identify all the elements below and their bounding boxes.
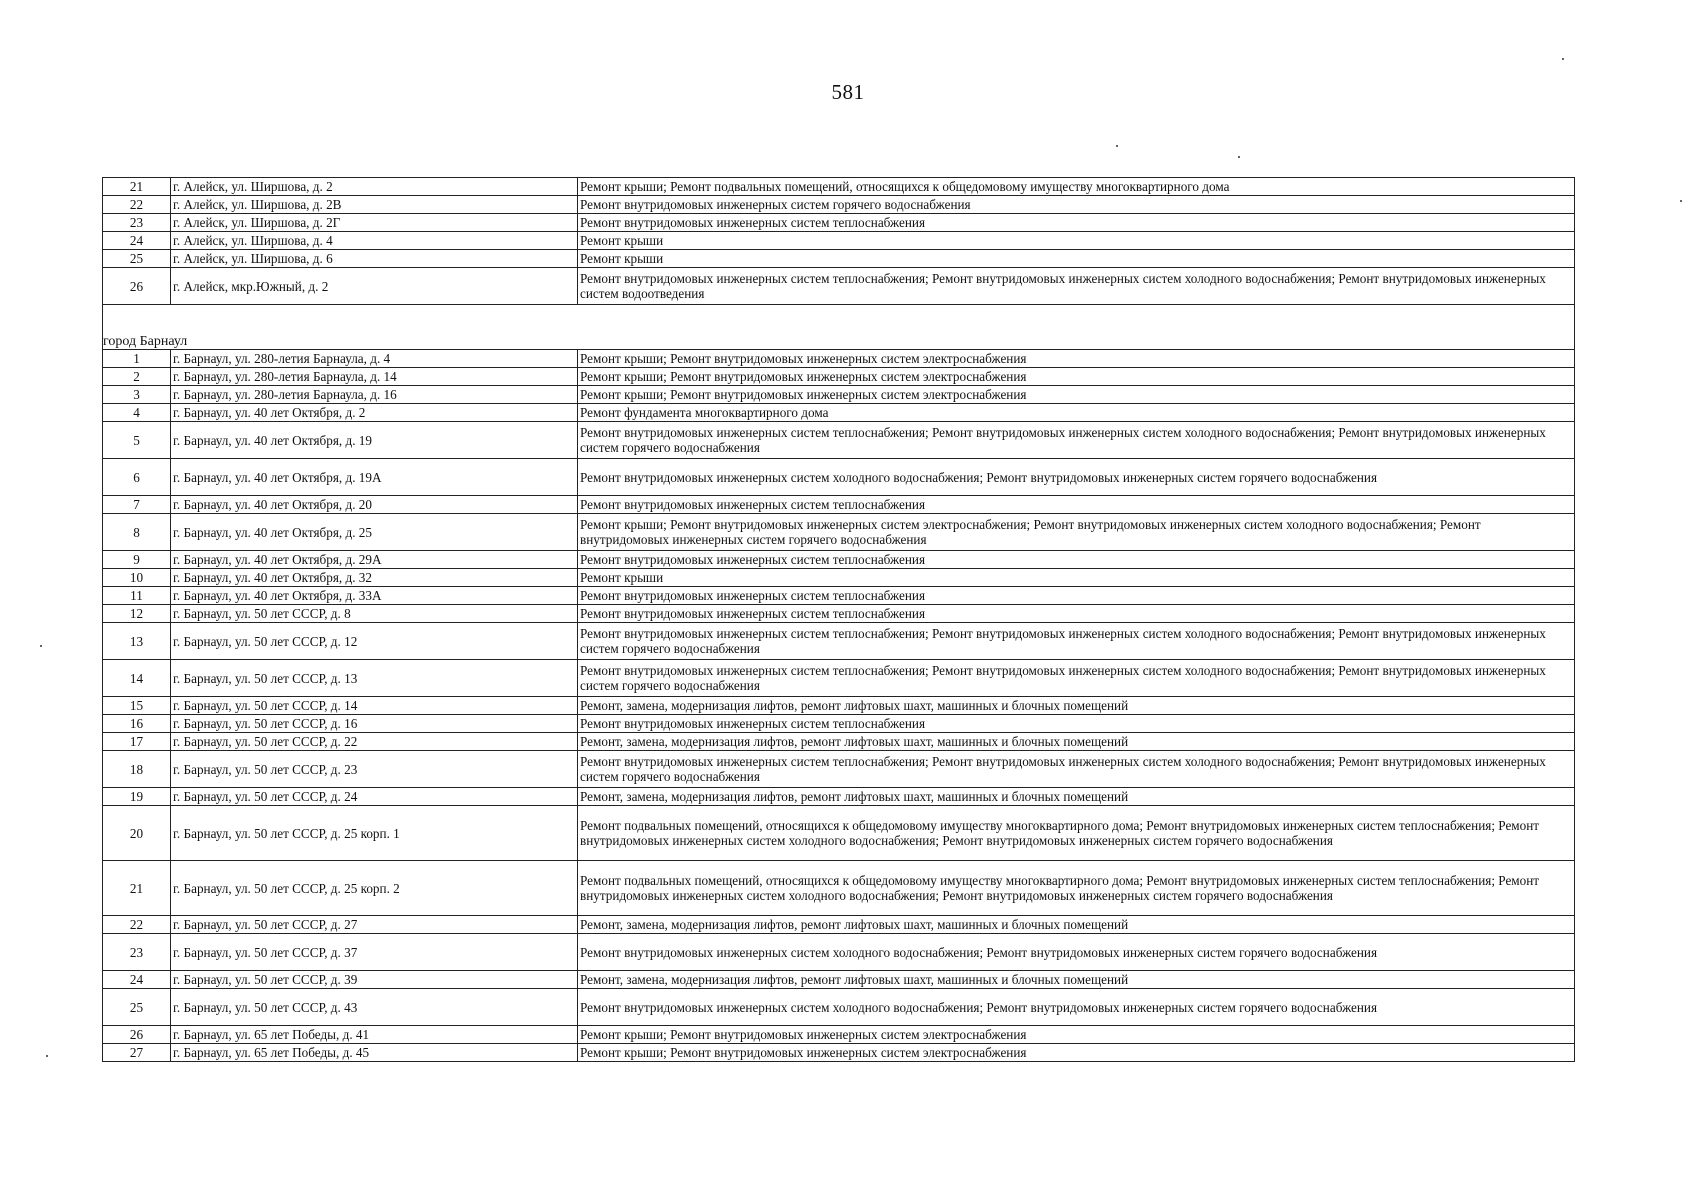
row-work-type: Ремонт крыши; Ремонт внутридомовых инженерных систем электроснабжения xyxy=(578,368,1575,386)
table-row xyxy=(103,861,1575,916)
table-row xyxy=(103,386,1575,404)
row-address: г. Барнаул, ул. 280-летия Барнаула, д. 16 xyxy=(171,386,578,404)
row-number: 24 xyxy=(103,971,171,989)
scan-speck xyxy=(1238,156,1240,158)
row-work-type: Ремонт, замена, модернизация лифтов, ремонт лифтовых шахт, машинных и блочных помещений xyxy=(578,733,1575,751)
row-address: г. Барнаул, ул. 280-летия Барнаула, д. 4 xyxy=(171,350,578,368)
row-work-type: Ремонт крыши; Ремонт внутридомовых инженерных систем электроснабжения xyxy=(578,350,1575,368)
row-address: г. Барнаул, ул. 50 лет СССР, д. 43 xyxy=(171,989,578,1026)
table-row xyxy=(103,350,1575,368)
row-number: 25 xyxy=(103,250,171,268)
row-address: г. Барнаул, ул. 280-летия Барнаула, д. 14 xyxy=(171,368,578,386)
row-address: г. Барнаул, ул. 50 лет СССР, д. 12 xyxy=(171,623,578,660)
table-row xyxy=(103,514,1575,551)
row-work-type: Ремонт внутридомовых инженерных систем горячего водоснабжения xyxy=(578,196,1575,214)
row-work-type: Ремонт внутридомовых инженерных систем теплоснабжения xyxy=(578,605,1575,623)
row-number: 21 xyxy=(103,178,171,196)
row-number: 6 xyxy=(103,459,171,496)
page-number: 581 xyxy=(831,80,865,104)
repair-list xyxy=(102,177,1574,1062)
row-number: 23 xyxy=(103,934,171,971)
table-row xyxy=(103,1044,1575,1062)
scan-speck xyxy=(1562,58,1564,60)
table-row xyxy=(103,268,1575,305)
row-work-type: Ремонт внутридомовых инженерных систем теплоснабжения xyxy=(578,587,1575,605)
row-number: 21 xyxy=(103,861,171,916)
table-row xyxy=(103,404,1575,422)
row-address: г. Барнаул, ул. 40 лет Октября, д. 25 xyxy=(171,514,578,551)
row-work-type: Ремонт внутридомовых инженерных систем теплоснабжения; Ремонт внутридомовых инженерных систем холодного водоснабжения; Ремонт внутридомовых инженерных систем горячего водоснабжения xyxy=(578,623,1575,660)
row-address: г. Барнаул, ул. 50 лет СССР, д. 23 xyxy=(171,751,578,788)
table-row xyxy=(103,587,1575,605)
table-row xyxy=(103,916,1575,934)
scan-speck xyxy=(40,645,42,647)
table-row xyxy=(103,551,1575,569)
row-work-type: Ремонт внутридомовых инженерных систем теплоснабжения; Ремонт внутридомовых инженерных систем холодного водоснабжения; Ремонт внутридомовых инженерных систем горячего водоснабжения xyxy=(578,660,1575,697)
row-work-type: Ремонт, замена, модернизация лифтов, ремонт лифтовых шахт, машинных и блочных помещений xyxy=(578,697,1575,715)
row-number: 26 xyxy=(103,268,171,305)
row-work-type: Ремонт подвальных помещений, относящихся к общедомовому имуществу многоквартирного дома; Ремонт внутридомовых инженерных систем теплоснабжения; Ремонт внутридомовых инженерных систем холодного водоснабжения; Ремонт внутридомовых инженерных систем горячего водоснабжения xyxy=(578,861,1575,916)
row-address: г. Барнаул, ул. 50 лет СССР, д. 16 xyxy=(171,715,578,733)
row-number: 16 xyxy=(103,715,171,733)
row-number: 2 xyxy=(103,368,171,386)
row-number: 18 xyxy=(103,751,171,788)
table-row xyxy=(103,496,1575,514)
row-number: 5 xyxy=(103,422,171,459)
row-address: г. Алейск, ул. Ширшова, д. 2 xyxy=(171,178,578,196)
row-work-type: Ремонт крыши; Ремонт внутридомовых инженерных систем электроснабжения xyxy=(578,1044,1575,1062)
row-number: 24 xyxy=(103,232,171,250)
table-row xyxy=(103,715,1575,733)
table-row xyxy=(103,232,1575,250)
row-address: г. Барнаул, ул. 40 лет Октября, д. 33А xyxy=(171,587,578,605)
row-number: 23 xyxy=(103,214,171,232)
table-row xyxy=(103,623,1575,660)
row-work-type: Ремонт фундамента многоквартирного дома xyxy=(578,404,1575,422)
row-number: 22 xyxy=(103,916,171,934)
row-number: 15 xyxy=(103,697,171,715)
repair-table xyxy=(102,177,1575,1062)
row-number: 12 xyxy=(103,605,171,623)
table-body xyxy=(103,178,1575,1062)
row-address: г. Барнаул, ул. 65 лет Победы, д. 41 xyxy=(171,1026,578,1044)
section-spacer-cell xyxy=(103,305,1575,333)
row-work-type: Ремонт, замена, модернизация лифтов, ремонт лифтовых шахт, машинных и блочных помещений xyxy=(578,788,1575,806)
table-row xyxy=(103,605,1575,623)
row-work-type: Ремонт внутридомовых инженерных систем теплоснабжения xyxy=(578,214,1575,232)
table-row xyxy=(103,934,1575,971)
row-address: г. Барнаул, ул. 40 лет Октября, д. 20 xyxy=(171,496,578,514)
table-row xyxy=(103,660,1575,697)
row-address: г. Алейск, ул. Ширшова, д. 4 xyxy=(171,232,578,250)
row-address: г. Барнаул, ул. 40 лет Октября, д. 2 xyxy=(171,404,578,422)
row-number: 4 xyxy=(103,404,171,422)
row-address: г. Барнаул, ул. 50 лет СССР, д. 25 корп. 1 xyxy=(171,806,578,861)
row-address: г. Барнаул, ул. 40 лет Октября, д. 19 xyxy=(171,422,578,459)
row-work-type: Ремонт внутридомовых инженерных систем холодного водоснабжения; Ремонт внутридомовых инженерных систем горячего водоснабжения xyxy=(578,459,1575,496)
section-title: город Барнаул xyxy=(103,332,1575,350)
row-work-type: Ремонт внутридомовых инженерных систем теплоснабжения xyxy=(578,551,1575,569)
row-address: г. Барнаул, ул. 40 лет Октября, д. 19А xyxy=(171,459,578,496)
table-row xyxy=(103,697,1575,715)
table-row xyxy=(103,971,1575,989)
row-number: 13 xyxy=(103,623,171,660)
row-number: 1 xyxy=(103,350,171,368)
row-address: г. Барнаул, ул. 50 лет СССР, д. 25 корп. 2 xyxy=(171,861,578,916)
table-row xyxy=(103,806,1575,861)
table-row xyxy=(103,569,1575,587)
scan-speck xyxy=(46,1055,48,1057)
table-row xyxy=(103,250,1575,268)
table-row xyxy=(103,422,1575,459)
row-address: г. Барнаул, ул. 50 лет СССР, д. 8 xyxy=(171,605,578,623)
row-number: 20 xyxy=(103,806,171,861)
row-address: г. Барнаул, ул. 40 лет Октября, д. 29А xyxy=(171,551,578,569)
row-work-type: Ремонт внутридомовых инженерных систем теплоснабжения xyxy=(578,715,1575,733)
row-address: г. Алейск, мкр.Южный, д. 2 xyxy=(171,268,578,305)
row-work-type: Ремонт внутридомовых инженерных систем теплоснабжения; Ремонт внутридомовых инженерных систем холодного водоснабжения; Ремонт внутридомовых инженерных систем водоотведения xyxy=(578,268,1575,305)
row-work-type: Ремонт внутридомовых инженерных систем холодного водоснабжения; Ремонт внутридомовых инженерных систем горячего водоснабжения xyxy=(578,989,1575,1026)
row-work-type: Ремонт крыши xyxy=(578,250,1575,268)
row-work-type: Ремонт крыши xyxy=(578,232,1575,250)
row-work-type: Ремонт крыши; Ремонт внутридомовых инженерных систем электроснабжения xyxy=(578,386,1575,404)
row-work-type: Ремонт, замена, модернизация лифтов, ремонт лифтовых шахт, машинных и блочных помещений xyxy=(578,916,1575,934)
row-number: 22 xyxy=(103,196,171,214)
table-row xyxy=(103,751,1575,788)
row-address: г. Барнаул, ул. 50 лет СССР, д. 13 xyxy=(171,660,578,697)
row-number: 9 xyxy=(103,551,171,569)
row-number: 10 xyxy=(103,569,171,587)
table-row xyxy=(103,196,1575,214)
row-address: г. Барнаул, ул. 50 лет СССР, д. 37 xyxy=(171,934,578,971)
table-row xyxy=(103,459,1575,496)
row-work-type: Ремонт внутридомовых инженерных систем теплоснабжения xyxy=(578,496,1575,514)
table-row xyxy=(103,368,1575,386)
row-number: 17 xyxy=(103,733,171,751)
row-address: г. Алейск, ул. Ширшова, д. 2В xyxy=(171,196,578,214)
row-work-type: Ремонт внутридомовых инженерных систем холодного водоснабжения; Ремонт внутридомовых инженерных систем горячего водоснабжения xyxy=(578,934,1575,971)
row-number: 19 xyxy=(103,788,171,806)
row-work-type: Ремонт подвальных помещений, относящихся к общедомовому имуществу многоквартирного дома; Ремонт внутридомовых инженерных систем теплоснабжения; Ремонт внутридомовых инженерных систем холодного водоснабжения; Ремонт внутридомовых инженерных систем горячего водоснабжения xyxy=(578,806,1575,861)
row-address: г. Барнаул, ул. 40 лет Октября, д. 32 xyxy=(171,569,578,587)
table-row xyxy=(103,1026,1575,1044)
section-header-row xyxy=(103,332,1575,350)
table-row xyxy=(103,788,1575,806)
row-number: 11 xyxy=(103,587,171,605)
row-number: 14 xyxy=(103,660,171,697)
row-work-type: Ремонт, замена, модернизация лифтов, ремонт лифтовых шахт, машинных и блочных помещений xyxy=(578,971,1575,989)
row-work-type: Ремонт внутридомовых инженерных систем теплоснабжения; Ремонт внутридомовых инженерных систем холодного водоснабжения; Ремонт внутридомовых инженерных систем горячего водоснабжения xyxy=(578,422,1575,459)
table-row xyxy=(103,214,1575,232)
row-number: 8 xyxy=(103,514,171,551)
row-work-type: Ремонт внутридомовых инженерных систем теплоснабжения; Ремонт внутридомовых инженерных систем холодного водоснабжения; Ремонт внутридомовых инженерных систем горячего водоснабжения xyxy=(578,751,1575,788)
row-number: 26 xyxy=(103,1026,171,1044)
row-address: г. Барнаул, ул. 50 лет СССР, д. 24 xyxy=(171,788,578,806)
row-address: г. Барнаул, ул. 50 лет СССР, д. 14 xyxy=(171,697,578,715)
row-number: 3 xyxy=(103,386,171,404)
table-row xyxy=(103,178,1575,196)
row-work-type: Ремонт крыши xyxy=(578,569,1575,587)
table-row xyxy=(103,733,1575,751)
row-work-type: Ремонт крыши; Ремонт подвальных помещений, относящихся к общедомовому имуществу многоквартирного дома xyxy=(578,178,1575,196)
row-number: 25 xyxy=(103,989,171,1026)
row-work-type: Ремонт крыши; Ремонт внутридомовых инженерных систем электроснабжения xyxy=(578,1026,1575,1044)
row-work-type: Ремонт крыши; Ремонт внутридомовых инженерных систем электроснабжения; Ремонт внутридомовых инженерных систем холодного водоснабжения; Ремонт внутридомовых инженерных систем горячего водоснабжения xyxy=(578,514,1575,551)
row-address: г. Барнаул, ул. 50 лет СССР, д. 27 xyxy=(171,916,578,934)
row-address: г. Алейск, ул. Ширшова, д. 6 xyxy=(171,250,578,268)
section-spacer xyxy=(103,305,1575,333)
row-number: 27 xyxy=(103,1044,171,1062)
scan-speck xyxy=(1680,200,1682,202)
scan-speck xyxy=(1116,145,1118,147)
row-address: г. Барнаул, ул. 65 лет Победы, д. 45 xyxy=(171,1044,578,1062)
row-address: г. Барнаул, ул. 50 лет СССР, д. 39 xyxy=(171,971,578,989)
row-address: г. Барнаул, ул. 50 лет СССР, д. 22 xyxy=(171,733,578,751)
row-number: 7 xyxy=(103,496,171,514)
row-address: г. Алейск, ул. Ширшова, д. 2Г xyxy=(171,214,578,232)
table-row xyxy=(103,989,1575,1026)
